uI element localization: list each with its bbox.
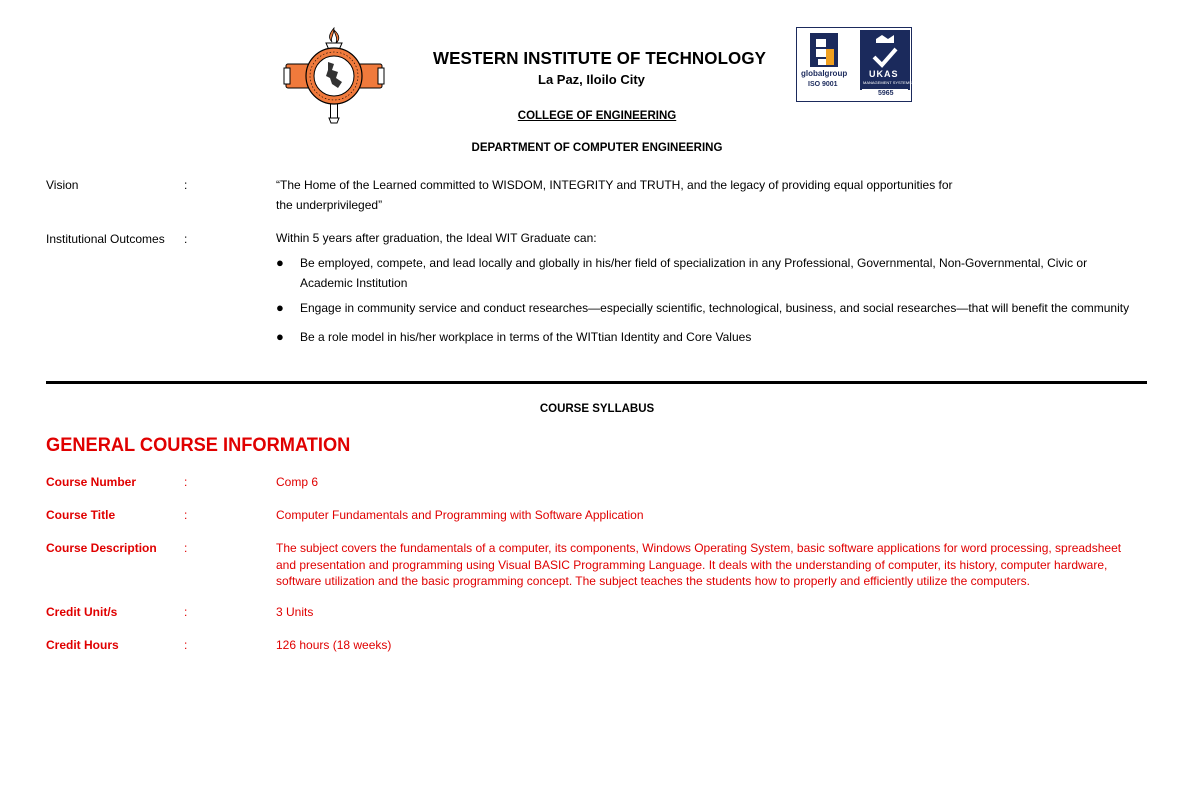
course-title-colon: : xyxy=(184,508,188,522)
list-item xyxy=(276,327,1136,347)
bullet-icon: ● xyxy=(276,300,284,315)
credit-units-colon: : xyxy=(184,605,188,619)
credit-hours-colon: : xyxy=(184,638,188,652)
course-description-colon: : xyxy=(184,541,188,555)
institutional-outcomes-colon: : xyxy=(184,232,188,246)
section-divider xyxy=(46,381,1147,384)
general-course-information-heading: GENERAL COURSE INFORMATION xyxy=(46,435,351,456)
list-item xyxy=(276,298,1136,318)
credit-hours-value: 126 hours (18 weeks) xyxy=(276,638,392,652)
list-item xyxy=(276,253,1136,293)
course-number-label: Course Number xyxy=(46,475,137,489)
bullet-icon: ● xyxy=(276,255,284,270)
institution-location: La Paz, Iloilo City xyxy=(538,72,645,87)
vision-text: “The Home of the Learned committed to WISDOM, INTEGRITY and TRUTH, and the legacy of providing equal opportunities for the underprivileged” xyxy=(276,178,953,212)
outcome-text: Engage in community service and conduct researches—especially scientific, technological, business, and social researches—that will benefit the community xyxy=(300,301,1130,315)
department-name: DEPARTMENT OF COMPUTER ENGINEERING xyxy=(471,142,723,154)
institutional-outcomes-label: Institutional Outcomes xyxy=(46,232,165,246)
credit-units-label: Credit Unit/s xyxy=(46,605,118,619)
course-description-label: Course Description xyxy=(46,541,157,555)
credit-units-value: 3 Units xyxy=(276,605,314,619)
institutional-outcomes-intro: Within 5 years after graduation, the Ideal WIT Graduate can: xyxy=(276,231,597,245)
course-description-value: The subject covers the fundamentals of a computer, its components, Windows Operating System, basic software applications for word processing, spreadsheet and presentation and programming using Visual BASIC Programming Language. It deals with the understanding of computer, its history, computer hardware, software utilization and the basic programming concept. The subject teaches the students how to properly and efficiently utilize the computers. xyxy=(276,541,1122,588)
cert-ukas-number: 5965 xyxy=(878,90,894,97)
iso-ukas-certification-logo xyxy=(796,27,912,102)
cert-brand-text: globalgroup xyxy=(801,69,848,78)
bullet-icon: ● xyxy=(276,329,284,344)
course-syllabus-title: COURSE SYLLABUS xyxy=(539,403,655,415)
credit-hours-label: Credit Hours xyxy=(46,638,119,652)
course-number-colon: : xyxy=(184,475,188,489)
college-name: COLLEGE OF ENGINEERING xyxy=(517,110,677,122)
vision-label: Vision xyxy=(46,178,79,192)
cert-iso-text: ISO 9001 xyxy=(808,81,838,88)
outcome-text: Be a role model in his/her workplace in terms of the WITtian Identity and Core Values xyxy=(300,330,752,344)
cert-ukas-text: UKAS xyxy=(869,69,899,79)
course-title-value: Computer Fundamentals and Programming with Software Application xyxy=(276,508,644,522)
vision-colon: : xyxy=(184,178,188,192)
outcome-text: Be employed, compete, and lead locally and globally in his/her field of specialization in any Professional, Governmental, Non-Governmental, Civic or Academic Institution xyxy=(300,256,1088,290)
course-title-label: Course Title xyxy=(46,508,116,522)
cert-ukas-sub-text: MANAGEMENT SYSTEMS xyxy=(863,80,912,85)
institution-name: WESTERN INSTITUTE OF TECHNOLOGY xyxy=(433,48,767,68)
course-number-value: Comp 6 xyxy=(276,475,319,489)
